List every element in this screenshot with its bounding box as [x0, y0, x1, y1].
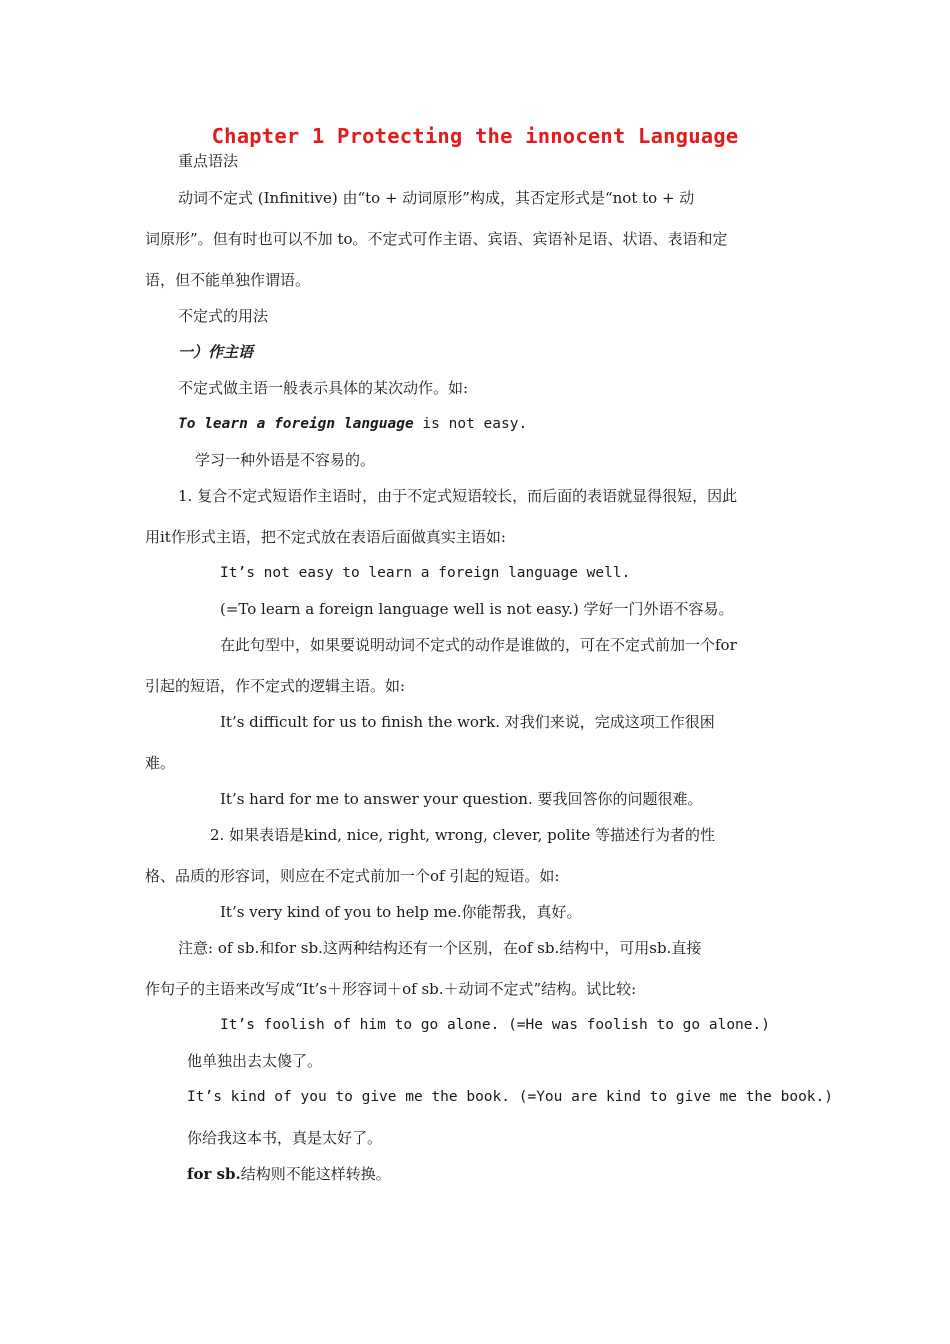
example-rest: is not easy. — [413, 416, 528, 432]
subheading-as-subject: 一）作主语 — [178, 343, 254, 361]
example-sentence: (=To learn a foreign language well is not easy.) 学好一门外语不容易。 — [220, 600, 734, 618]
example-sentence: It’s kind of you to give me the book. (=You are kind to give me the book.) — [187, 1089, 834, 1105]
paragraph-line: 1. 复合不定式短语作主语时，由于不定式短语较长，而后面的表语就显得很短，因此 — [178, 487, 738, 505]
note-rest: 结构则不能这样转换。 — [240, 1165, 391, 1183]
section-heading-usage: 不定式的用法 — [178, 307, 269, 325]
paragraph-line: 引起的短语，作不定式的逻辑主语。如: — [145, 677, 406, 695]
paragraph-line: 不定式做主语一般表示具体的某次动作。如: — [178, 379, 469, 397]
paragraph-line: 语，但不能单独作谓语。 — [145, 271, 311, 289]
example-sentence: It’s difficult for us to finish the work. 对我们来说，完成这项工作很困 — [220, 713, 715, 731]
paragraph-line: 2. 如果表语是kind, nice, right, wrong, clever, polite 等描述行为者的性 — [210, 826, 716, 844]
paragraph-line: 用it作形式主语，把不定式放在表语后面做真实主语如: — [145, 528, 506, 546]
translation-line: 你给我这本书，真是太好了。 — [187, 1129, 383, 1147]
note-emphasis: for sb. — [187, 1165, 241, 1183]
translation-line: 他单独出去太傻了。 — [187, 1052, 323, 1070]
example-sentence: It’s very kind of you to help me.你能帮我，真好。 — [220, 903, 582, 921]
translation-line: 学习一种外语是不容易的。 — [195, 451, 376, 469]
paragraph-line: 格、品质的形容词，则应在不定式前加一个of 引起的短语。如: — [145, 867, 560, 885]
example-sentence: It’s hard for me to answer your question. 要我回答你的问题很难。 — [220, 790, 703, 808]
note-line — [187, 1164, 391, 1184]
section-heading-grammar: 重点语法 — [178, 152, 239, 170]
example-sentence — [178, 414, 527, 434]
paragraph-line: 在此句型中，如果要说明动词不定式的动作是谁做的，可在不定式前加一个for — [220, 636, 737, 654]
paragraph-line: 难。 — [145, 754, 176, 772]
example-sentence: It’s foolish of him to go alone. (=He was foolish to go alone.) — [220, 1017, 770, 1033]
paragraph-line: 动词不定式 (Infinitive) 由“to + 动词原形”构成，其否定形式是“not to + 动 — [178, 189, 695, 207]
note-line: 注意: of sb.和for sb.这两种结构还有一个区别，在of sb.结构中，可用sb.直接 — [178, 939, 702, 957]
page-title: Chapter 1 Protecting the innocent Language — [211, 124, 739, 148]
paragraph-line: 词原形”。但有时也可以不加 to。不定式可作主语、宾语、宾语补足语、状语、表语和定 — [145, 230, 728, 248]
example-emphasis: To learn a foreign language — [178, 416, 414, 432]
paragraph-line: 作句子的主语来改写成“It’s＋形容词＋of sb.＋动词不定式”结构。试比较: — [145, 980, 637, 998]
example-sentence: It’s not easy to learn a foreign language well. — [220, 565, 631, 581]
